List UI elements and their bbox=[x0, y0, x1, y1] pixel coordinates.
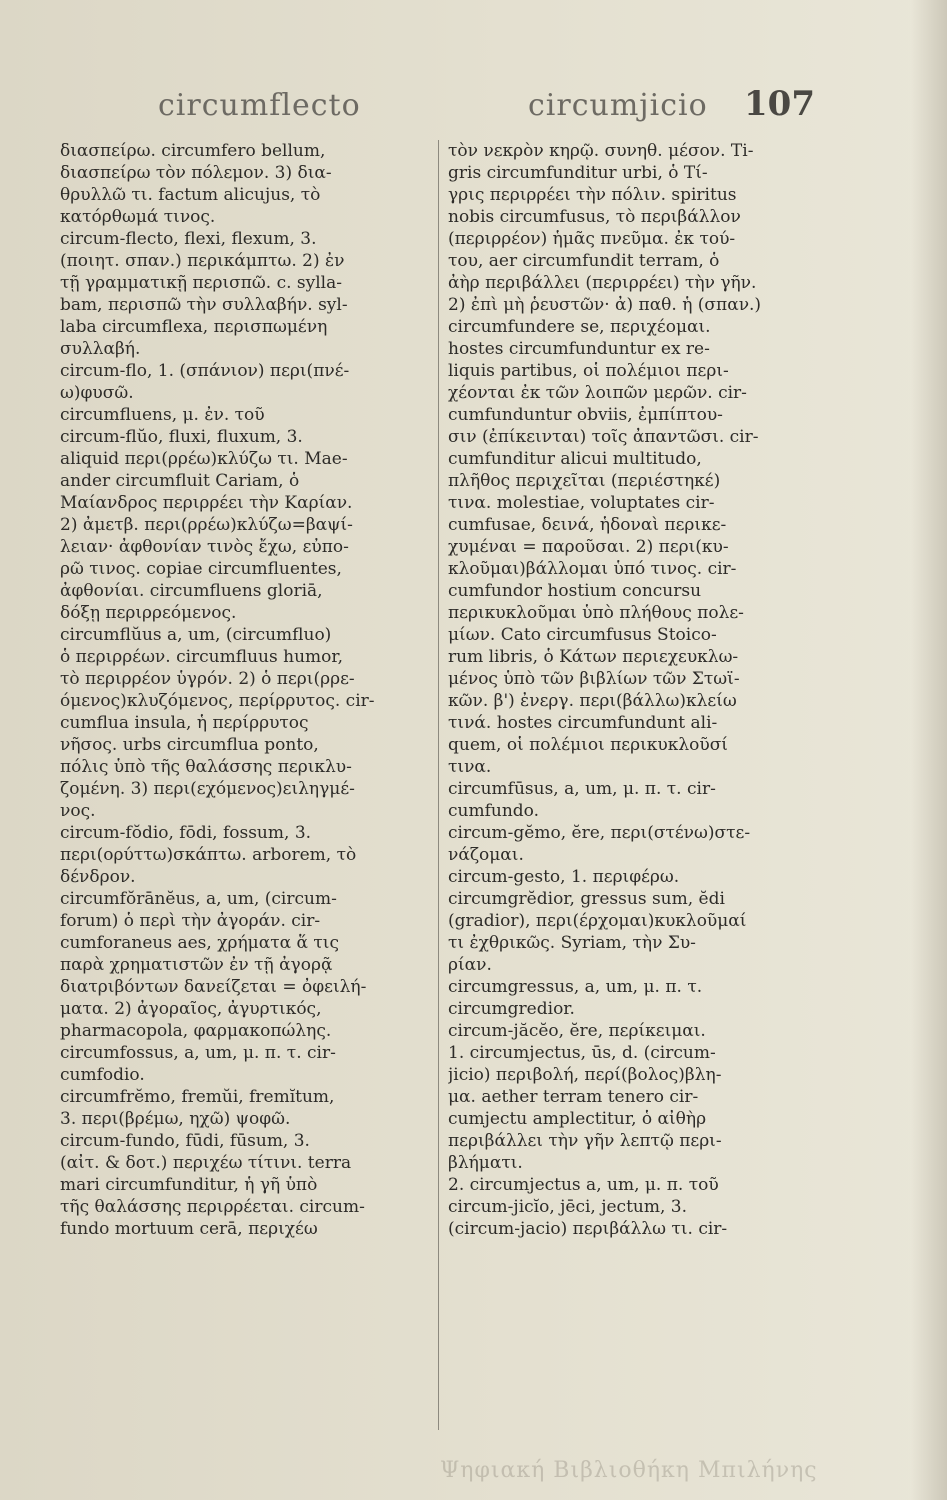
entry-line: σιν (ἐπίκεινται) τοῖς ἀπαντῶσι. cir- bbox=[448, 427, 759, 447]
entry-line: circum-gĕmo, ĕre, περι(στένω)στε- bbox=[448, 823, 751, 843]
entry-line: nobis circumfusus, τὸ περιβάλλον bbox=[448, 207, 741, 227]
entry-line: κλοῦμαι)βάλλομαι ὑπό τινος. cir- bbox=[448, 559, 737, 579]
entry-line: 2) ἀμετβ. περι(ρρέω)κλύζω=βαψί- bbox=[60, 515, 353, 535]
entry-line: rum libris, ὁ Κάτων περιεχευκλω- bbox=[448, 647, 739, 667]
right-column bbox=[448, 140, 800, 1430]
entry-line: 2. circumjectus a, um, μ. π. τοῦ bbox=[448, 1175, 719, 1195]
entry-line: ματα. 2) ἀγοραῖος, ἀγυρτικός, bbox=[60, 999, 322, 1019]
entry-line: (circum-jacio) περιβάλλω τι. cir- bbox=[448, 1219, 728, 1239]
entry-line: περιβάλλει τὴν γῆν λεπτῷ περι- bbox=[448, 1131, 722, 1151]
entry-line: νος. bbox=[60, 801, 96, 821]
entry-line: circumfluens, μ. ἐν. τοῦ bbox=[60, 405, 265, 425]
entry-line: ἀὴρ περιβάλλει (περιρρέει) τὴν γῆν. bbox=[448, 273, 757, 293]
entry-line: κατόρθωμά τινος. bbox=[60, 207, 216, 227]
entry-line: τὸ περιρρέον ὑγρόν. 2) ὁ περι(ρρε- bbox=[60, 669, 355, 689]
entry-line: hostes circumfunduntur ex re- bbox=[448, 339, 710, 359]
entry-line: χυμέναι = παροῦσαι. 2) περι(κυ- bbox=[448, 537, 729, 557]
entry-line: bam, περισπῶ τὴν συλλαβήν. syl- bbox=[60, 295, 348, 315]
entry-line: τινά. hostes circumfundunt ali- bbox=[448, 713, 718, 733]
entry-line: ἀφθονίαι. circumfluens gloriā, bbox=[60, 581, 323, 601]
entry-line: τῇ γραμματικῇ περισπῶ. c. sylla- bbox=[60, 273, 342, 293]
entry-line: όμενος)κλυζόμενος, περίρρυτος. cir- bbox=[60, 691, 375, 711]
entry-line: circum-gesto, 1. περιφέρω. bbox=[448, 867, 680, 887]
page-edge-shadow bbox=[911, 0, 947, 1500]
entry-line: (περιρρέον) ἡμᾶς πνεῦμα. ἐκ τού- bbox=[448, 229, 736, 249]
entry-line: circumgressus, a, um, μ. π. τ. bbox=[448, 977, 703, 997]
entry-line: circumfrĕmo, fremŭi, fremĭtum, bbox=[60, 1087, 335, 1107]
entry-line: συλλαβή. bbox=[60, 339, 141, 359]
entry-line: θρυλλῶ τι. factum alicujus, τὸ bbox=[60, 185, 321, 205]
entry-line: jicio) περιβολή, περί(βολος)βλη- bbox=[448, 1065, 722, 1085]
entry-line: quem, οἱ πολέμιοι περικυκλοῦσί bbox=[448, 735, 728, 755]
entry-line: circumfundere se, περιχέομαι. bbox=[448, 317, 711, 337]
entry-line: laba circumflexa, περισπωμένη bbox=[60, 317, 328, 337]
entry-line: πλῆθος περιχεῖται (περιέστηκέ) bbox=[448, 471, 721, 491]
entry-line: τὸν νεκρὸν κηρῷ. συνηθ. μέσον. Ti- bbox=[448, 141, 754, 161]
entry-line: (gradior), περι(έρχομαι)κυκλοῦμαί bbox=[448, 911, 747, 931]
entry-line: circum-fŏdio, fōdi, fossum, 3. bbox=[60, 823, 312, 843]
entry-line: circumgrĕdior, gressus sum, ĕdi bbox=[448, 889, 725, 909]
entry-line: circum-flo, 1. (σπάνιον) περι(πνέ- bbox=[60, 361, 350, 381]
entry-line: circum-jicĭo, jēci, jectum, 3. bbox=[448, 1197, 688, 1217]
entry-line: circumgredior. bbox=[448, 999, 575, 1019]
entry-line: ρῶ τινος. copiae circumfluentes, bbox=[60, 559, 342, 579]
entry-line: χέονται ἐκ τῶν λοιπῶν μερῶν. cir- bbox=[448, 383, 747, 403]
entry-line: cumflua insula, ἡ περίρρυτος bbox=[60, 713, 309, 733]
entry-line: του, aer circumfundit terram, ὁ bbox=[448, 251, 720, 271]
entry-line: περικυκλοῦμαι ὑπὸ πλήθους πολε- bbox=[448, 603, 744, 623]
entry-line: (ποιητ. σπαν.) περικάμπτω. 2) ἐν bbox=[60, 251, 345, 271]
entry-line: πόλις ὑπὸ τῆς θαλάσσης περικλυ- bbox=[60, 757, 352, 777]
entry-line: περι(ορύττω)σκάπτω. arborem, τὸ bbox=[60, 845, 357, 865]
entry-line: gris circumfunditur urbi, ὁ Τί- bbox=[448, 163, 708, 183]
entry-line: δόξῃ περιρρεόμενος. bbox=[60, 603, 237, 623]
left-guide-word: circumflecto bbox=[158, 88, 361, 123]
entry-line: 2) ἐπὶ μὴ ῥευστῶν· ἀ) παθ. ἡ (σπαν.) bbox=[448, 295, 762, 315]
entry-line: διατριβόντων δανείζεται = ὀφειλή- bbox=[60, 977, 367, 997]
entry-line: forum) ὁ περὶ τὴν ἀγοράν. cir- bbox=[60, 911, 321, 931]
entry-line: pharmacopola, φαρμακοπώλης. bbox=[60, 1021, 332, 1041]
page-number: 107 bbox=[744, 84, 815, 124]
entry-line: βλήματι. bbox=[448, 1153, 523, 1173]
entry-line: τινα. bbox=[448, 757, 492, 777]
entry-line: τι ἐχθρικῶς. Syriam, τὴν Συ- bbox=[448, 933, 696, 953]
entry-line: cumfunduntur obviis, ἐμπίπτου- bbox=[448, 405, 723, 425]
entry-line: παρὰ χρηματιστῶν ἐν τῇ ἀγορᾷ bbox=[60, 955, 333, 975]
entry-line: 1. circumjectus, ūs, d. (circum- bbox=[448, 1043, 716, 1063]
entry-line: γρις περιρρέει τὴν πόλιν. spiritus bbox=[448, 185, 737, 205]
entry-line: 3. περι(βρέμω, ηχῶ) ψοφῶ. bbox=[60, 1109, 291, 1129]
entry-line: διασπείρω. circumfero bellum, bbox=[60, 141, 326, 161]
entry-line: Μαίανδρος περιρρέει τὴν Καρίαν. bbox=[60, 493, 353, 513]
entry-line: cumfusae, δεινά, ἡδοναὶ περικε- bbox=[448, 515, 727, 535]
entry-line: circum-flecto, flexi, flexum, 3. bbox=[60, 229, 317, 249]
entry-line: cumfundor hostium concursu bbox=[448, 581, 702, 601]
entry-line: aliquid περι(ρρέω)κλύζω τι. Mae- bbox=[60, 449, 348, 469]
entry-line: circum-flŭo, fluxi, fluxum, 3. bbox=[60, 427, 303, 447]
entry-line: circumfūsus, a, um, μ. π. τ. cir- bbox=[448, 779, 716, 799]
entry-line: ζομένη. 3) περι(εχόμενος)ειληγμέ- bbox=[60, 779, 355, 799]
entry-line: μένος ὑπὸ τῶν βιβλίων τῶν Στωϊ- bbox=[448, 669, 740, 689]
entry-line: liquis partibus, οἱ πολέμιοι περι- bbox=[448, 361, 729, 381]
column-divider bbox=[438, 140, 439, 1430]
entry-line: δένδρον. bbox=[60, 867, 136, 887]
entry-line: ρίαν. bbox=[448, 955, 492, 975]
entry-line: τῆς θαλάσσης περιρρέεται. circum- bbox=[60, 1197, 365, 1217]
entry-line: circumfossus, a, um, μ. π. τ. cir- bbox=[60, 1043, 336, 1063]
entry-line: cumjectu amplectitur, ὁ αἰθὴρ bbox=[448, 1109, 707, 1129]
running-header bbox=[150, 84, 815, 134]
entry-line: circum-fundo, fūdi, fūsum, 3. bbox=[60, 1131, 310, 1151]
entry-line: κῶν. β') ἐνεργ. περι(βάλλω)κλείω bbox=[448, 691, 737, 711]
entry-line: ω)φυσῶ. bbox=[60, 383, 134, 403]
entry-line: cumfodio. bbox=[60, 1065, 145, 1085]
entry-line: διασπείρω τὸν πόλεμον. 3) δια- bbox=[60, 163, 332, 183]
entry-line: mari circumfunditur, ἡ γῆ ὑπὸ bbox=[60, 1175, 318, 1195]
left-column bbox=[60, 140, 432, 1430]
entry-line: circumflŭus a, um, (circumfluo) bbox=[60, 625, 332, 645]
entry-line: νάζομαι. bbox=[448, 845, 524, 865]
entry-line: λειαν· ἀφθονίαν τινὸς ἔχω, εὐπο- bbox=[60, 537, 349, 557]
entry-line: cumforaneus aes, χρήματα ἅ τις bbox=[60, 933, 339, 953]
entry-line: circumfŏrānĕus, a, um, (circum- bbox=[60, 889, 337, 909]
entry-line: circum-jăcĕo, ĕre, περίκειμαι. bbox=[448, 1021, 706, 1041]
entry-line: cumfundo. bbox=[448, 801, 540, 821]
entry-line: μίων. Cato circumfusus Stoico- bbox=[448, 625, 717, 645]
entry-line: fundo mortuum cerā, περιχέω bbox=[60, 1219, 318, 1239]
right-guide-word: circumjicio bbox=[528, 88, 708, 123]
entry-line: ὁ περιρρέων. circumfluus humor, bbox=[60, 647, 344, 667]
entry-line: cumfunditur alicui multitudo, bbox=[448, 449, 702, 469]
entry-line: ander circumfluit Cariam, ὁ bbox=[60, 471, 300, 491]
entry-line: (αἰτ. & δοτ.) περιχέω τίτινι. terra bbox=[60, 1153, 352, 1173]
library-watermark: Ψηφιακή Βιβλιοθήκη Μπιλήνης bbox=[440, 1458, 818, 1483]
entry-line: τινα. molestiae, voluptates cir- bbox=[448, 493, 715, 513]
entry-line: νῆσος. urbs circumflua ponto, bbox=[60, 735, 319, 755]
entry-line: μα. aether terram tenero cir- bbox=[448, 1087, 699, 1107]
